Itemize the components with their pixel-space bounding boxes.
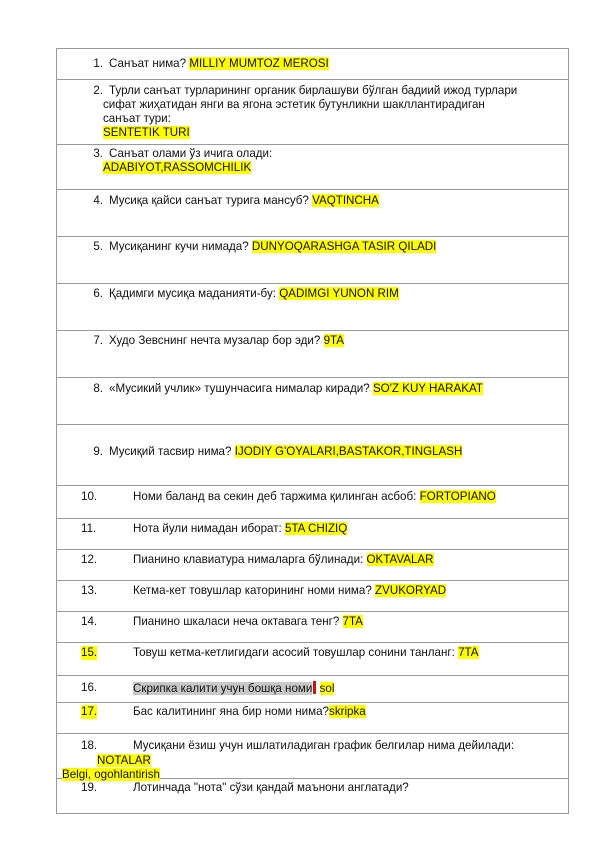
question-number: 1. [93,57,103,70]
table-row [57,676,569,703]
answer-text: 5TA CHIZIQ [285,522,348,535]
questions-table [56,48,569,814]
table-row [57,331,569,378]
table-row [57,486,569,519]
question-text-selected: Скрипка калити учун бошқа номи [133,682,313,695]
question-number: 3. [93,147,103,160]
table-row [57,703,569,734]
question-number: 2. [93,84,103,97]
question-text: Худо Зевснинг нечта музалар бор эди? [109,334,321,347]
answer-text: 7TA [458,646,479,659]
answer-text: skripka [329,705,366,718]
answer-text: ZVUKORYAD [375,584,447,597]
question-number: 5. [93,240,103,253]
question-number: 9. [93,445,103,458]
table-row [57,237,569,284]
answer-text: SENTETIK TURI [103,126,190,139]
question-text: Санъат олами ўз ичига олади: [109,147,273,160]
table-row [57,425,569,486]
table-row [57,378,569,425]
question-text: Товуш кетма-кетлигидаги асосий товушлар сонини танланг: [133,646,455,659]
answer-text: MILLIY MUMTOZ MEROSI [189,57,329,70]
question-number: 13. [81,584,98,597]
question-text: Пианино клавиатура нималарга бўлинади: [133,553,364,566]
question-text: Номи баланд ва секин деб таржима қилинган асбоб: [133,490,417,503]
question-text: Санъат нима? [109,57,187,70]
question-number: 19. [81,781,98,794]
question-text: Қадимги мусиқа маданияти-бу: [109,287,276,300]
question-number: 15. [81,646,98,659]
question-text-line: Турли санъат турларининг органик бирлашуви бўлган бадиий ижод турлари [109,84,518,97]
answer-text: SO'Z KUY HARAKAT [372,382,483,395]
table-row [57,284,569,331]
question-number: 16. [81,681,98,694]
table-row [57,519,569,550]
answer-text: Belgi, ogohlantirish [62,768,160,781]
table-row [57,779,569,814]
answer-text: OKTAVALAR [366,553,434,566]
question-text: Лотинчада "нота" сўзи қандай маънони англатади? [133,781,409,794]
table-row [57,49,569,80]
question-number: 4. [93,194,103,207]
question-text: Кетма-кет товушлар каторининг номи нима? [133,584,372,597]
question-number: 10. [81,490,98,503]
question-text: «Мусикий учлик» тушунчасига нималар киради? [109,382,370,395]
question-number: 17. [81,705,98,718]
answer-text: NOTALAR [97,754,151,767]
question-text: Мусиқанинг кучи нимада? [109,240,249,253]
question-number: 7. [93,334,103,347]
question-number: 12. [81,553,98,566]
answer-text: IJODIY G'OYALARI,BASTAKOR,TINGLASH [234,445,463,458]
answer-text: sol [319,682,335,695]
question-text-line: сифат жиҳатидан янги ва ягона эстетик бутунликни шакллантирадиган [103,98,485,111]
answer-text: ADABIYOT,RASSOMCHILIK [103,161,252,174]
question-text: Мусиқий тасвир нима? [109,445,232,458]
question-number: 14. [81,615,98,628]
answer-text: 9TA [323,334,344,347]
question-number: 8. [93,382,103,395]
question-number: 6. [93,287,103,300]
question-text: Бас калитининг яна бир номи нима? [133,705,330,718]
answer-text: DUNYOQARASHGA TASIR QILADI [251,240,437,253]
question-number: 11. [81,522,97,535]
text-cursor [313,681,316,694]
question-text: Мусиқани ёзиш учун ишлатиладиган график белгилар нима дейилади: [133,739,515,752]
table-row [57,550,569,581]
question-text: Нота йули нимадан иборат: [133,522,282,535]
table-row [57,581,569,612]
question-text: Пианино шкаласи неча октавага тенг? [133,615,340,628]
answer-text: 7TA [342,615,363,628]
answer-text: VAQTINCHA [312,194,379,207]
question-text-line: санъат тури: [103,112,171,125]
table-row [57,80,569,145]
answer-text: FORTOPIANO [419,490,496,503]
table-row [57,643,569,676]
table-row [57,190,569,237]
table-row [57,145,569,190]
question-text: Мусиқа қайси санъат турига мансуб? [109,194,309,207]
question-number: 18. [81,739,98,752]
table-row [57,612,569,643]
answer-text: QADIMGI YUNON RIM [279,287,399,300]
